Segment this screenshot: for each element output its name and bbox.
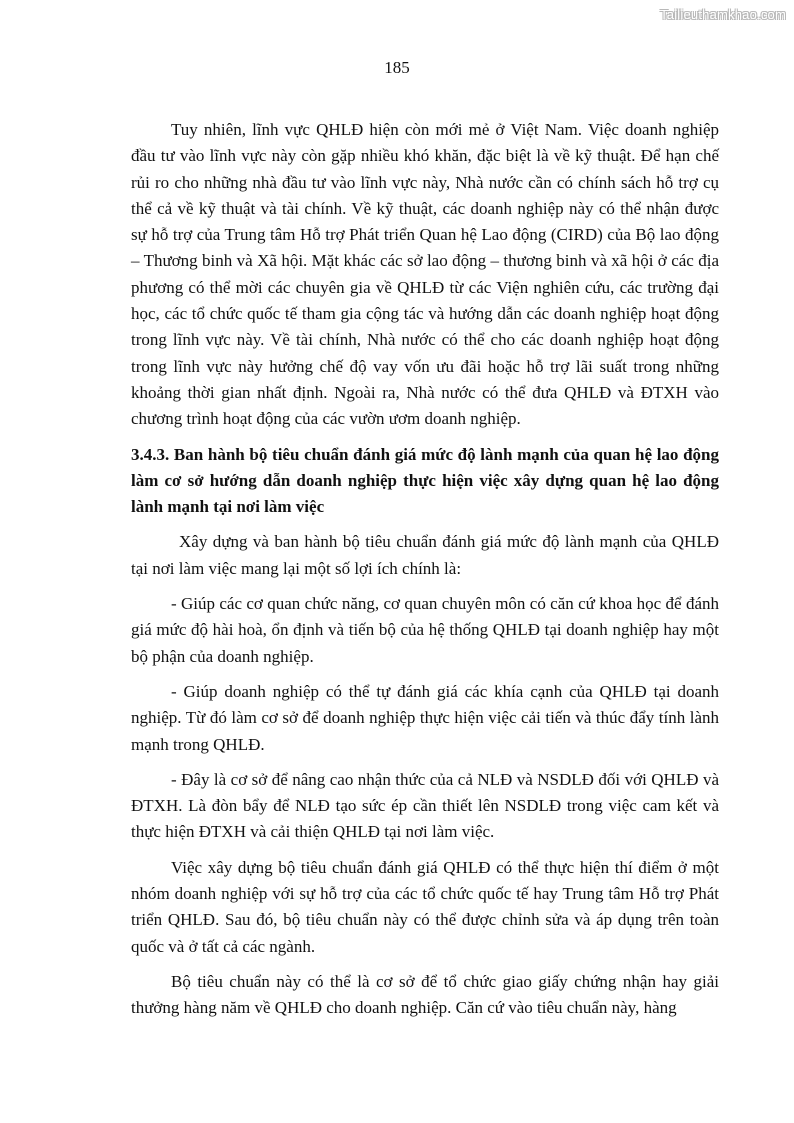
paragraph-intro: Tuy nhiên, lĩnh vực QHLĐ hiện còn mới mẻ ở Việt Nam. Việc doanh nghiệp đầu tư vào lĩnh vực này còn gặp nhiều khó khăn, đặc biệt là về kỹ thuật. Để hạn chế rủi ro cho những nhà đầu tư vào lĩnh vực này, Nhà nước cần có chính sách hỗ trợ cụ thể cả về kỹ thuật và tài chính. Về kỹ thuật, các doanh nghiệp này có thể nhận được sự hỗ trợ của Trung tâm Hỗ trợ Phát triển Quan hệ Lao động (CIRD) của Bộ lao động – Thương binh và Xã hội. Mặt khác các sở lao động – thương binh và xã hội ở các địa phương có thể mời các chuyên gia về QHLĐ từ các Viện nghiên cứu, các trường đại học, các tổ chức quốc tế tham gia cộng tác và hướng dẫn các doanh nghiệp hoạt động trong lĩnh vực này. Về tài chính, Nhà nước có thể cho các doanh nghiệp hoạt động trong lĩnh vực này hưởng chế độ vay vốn ưu đãi hoặc hỗ trợ lãi suất trong những khoảng thời gian nhất định. Ngoài ra, Nhà nước có thể đưa QHLĐ và ĐTXH vào chương trình hoạt động của các vườn ươm doanh nghiệp. (131, 120, 719, 429)
paragraph-benefits-intro: Xây dựng và ban hành bộ tiêu chuẩn đánh giá mức độ lành mạnh của QHLĐ tại nơi làm việc mang lại một số lợi ích chính là: (131, 532, 719, 578)
paragraph-award: Bộ tiêu chuẩn này có thể là cơ sở để tổ chức giao giấy chứng nhận hay giải thưởng hàng năm về QHLĐ cho doanh nghiệp. Căn cứ vào tiêu chuẩn này, hàng (131, 971, 719, 1018)
paragraph-pilot: Việc xây dựng bộ tiêu chuẩn đánh giá QHLĐ có thể thực hiện thí điểm ở một nhóm doanh nghiệp với sự hỗ trợ của các tổ chức quốc tế hay Trung tâm Hỗ trợ Phát triển QHLĐ. Sau đó, bộ tiêu chuẩn này có thể được chỉnh sửa và áp dụng trên toàn quốc và ở tất cả các ngành. (131, 857, 719, 956)
list-item: - Giúp doanh nghiệp có thể tự đánh giá các khía cạnh của QHLĐ tại doanh nghiệp. Từ đó làm cơ sở để doanh nghiệp thực hiện việc cải tiến và thúc đẩy tính lành mạnh trong QHLĐ. (131, 681, 719, 754)
document-body (131, 117, 719, 1022)
page-number: 185 (384, 58, 410, 77)
watermark: Tailieuthamkhao.com (660, 7, 786, 22)
section-heading: 3.4.3. Ban hành bộ tiêu chuẩn đánh giá mức độ lành mạnh của quan hệ lao động làm cơ sở hướng dẫn doanh nghiệp thực hiện việc xây dựng quan hệ lao động lành mạnh tại nơi làm việc (131, 444, 719, 517)
list-item: - Giúp các cơ quan chức năng, cơ quan chuyên môn có căn cứ khoa học để đánh giá mức độ hài hoà, ổn định và tiến bộ của hệ thống QHLĐ tại doanh nghiệp hay một bộ phận của doanh nghiệp. (131, 594, 719, 666)
list-item: - Đây là cơ sở để nâng cao nhận thức của cả NLĐ và NSDLĐ đối với QHLĐ và ĐTXH. Là đòn bẩy để NLĐ tạo sức ép cần thiết lên NSDLĐ trong việc cam kết và thực hiện ĐTXH và cải thiện QHLĐ tại nơi làm việc. (131, 769, 719, 842)
